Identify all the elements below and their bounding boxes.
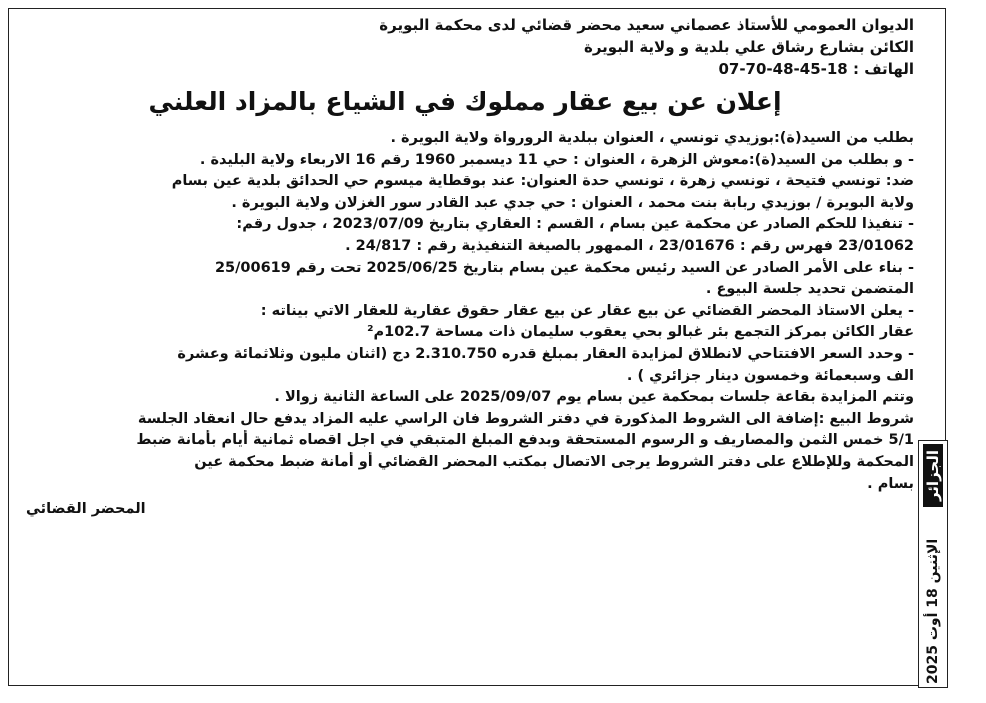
publication-date: الإثنين 18 أوت 2025 bbox=[925, 538, 941, 684]
body-line: - بناء على الأمر الصادر عن السيد رئيس محكمة عين بسام بتاريخ 2025/06/25 تحت رقم 25/00619 bbox=[214, 259, 914, 276]
body-line: ولاية البويرة / بوزيدي ربابة بنت محمد ، العنوان : حي جدي عبد القادر سور الغزلان ولاية البويرة . bbox=[231, 194, 914, 211]
body-line: المحكمة وللإطلاع على دفتر الشروط يرجى الاتصال بمكتب المحضر القضائي أو أمانة ضبط محكمة عين bbox=[194, 453, 914, 470]
body-line: شروط البيع :إضافة الى الشروط المذكورة في دفتر الشروط فان الراسي عليه المزاد يدفع حال انعقاد الجلسة bbox=[137, 410, 914, 427]
body-line: 5/1 خمس الثمن والمصاريف و الرسوم المستحقة وبدفع المبلغ المتبقي في اجل اقصاه ثمانية أيام بأمانة ضبط bbox=[136, 432, 914, 449]
office-phone: الهاتف : 18-45-48-70-07 bbox=[718, 60, 914, 78]
announcement-title: إعلان عن بيع عقار مملوك في الشياع بالمزاد العلني bbox=[148, 87, 782, 116]
body-line: عقار الكائن بمركز التجمع بئر غبالو بحي يعقوب سليمان ذات مساحة 102.7م² bbox=[367, 324, 914, 341]
newspaper-logo: الجزائر bbox=[923, 444, 943, 507]
office-address: الكائن بشارع رشاق علي بلدية و ولاية البويرة bbox=[583, 38, 914, 56]
body-line: ضد: تونسي فتيحة ، تونسي زهرة ، تونسي حدة العنوان: عند بوقطاية ميسوم حي الحدائق بلدية عين بسام bbox=[171, 173, 914, 190]
office-name: الديوان العمومي للأستاذ عصماني سعيد محضر قضائي لدى محكمة البويرة bbox=[379, 16, 914, 34]
body-line: - تنفيذا للحكم الصادر عن محكمة عين بسام ، القسم : العقاري بتاريخ 2023/07/09 ، جدول رقم: bbox=[236, 216, 914, 233]
body-line: بطلب من السيد(ة):بوزيدي تونسي ، العنوان ببلدية الرورواة ولاية البويرة . bbox=[390, 130, 914, 146]
body-line: بسام . bbox=[867, 475, 914, 492]
sidebar-inner bbox=[920, 444, 946, 684]
body-line: المتضمن تحديد جلسة البيوع . bbox=[705, 281, 914, 298]
publication-sidebar bbox=[918, 440, 948, 688]
body-line: 23/01062 فهرس رقم : 23/01676 ، الممهور بالصيغة التنفيذية رقم : 24/817 . bbox=[345, 237, 914, 254]
body-line: - و بطلب من السيد(ة):معوش الزهرة ، العنوان : حي 11 ديسمبر 1960 رقم 16 الاربعاء ولاية البليدة . bbox=[199, 151, 914, 168]
body-line: - يعلن الاستاذ المحضر القضائي عن بيع عقار عن بيع عقار حقوق عقارية للعقار الاتي بيناته : bbox=[260, 302, 914, 319]
body-line: - وحدد السعر الافتتاحي لانطلاق لمزايدة العقار بمبلغ قدره 2.310.750 دج (اثنان مليون وثلاثمائة وعشرة bbox=[177, 345, 914, 362]
body-line: الف وسبعمائة وخمسون دينار جزائري ) . bbox=[626, 367, 914, 384]
signature: المحضر القضائي bbox=[26, 501, 146, 518]
body-line: وتتم المزايدة بقاعة جلسات بمحكمة عين بسام يوم 2025/09/07 على الساعة الثانية زوالا . bbox=[274, 389, 914, 406]
announcement-content bbox=[16, 14, 914, 680]
announcement-body bbox=[16, 128, 914, 495]
